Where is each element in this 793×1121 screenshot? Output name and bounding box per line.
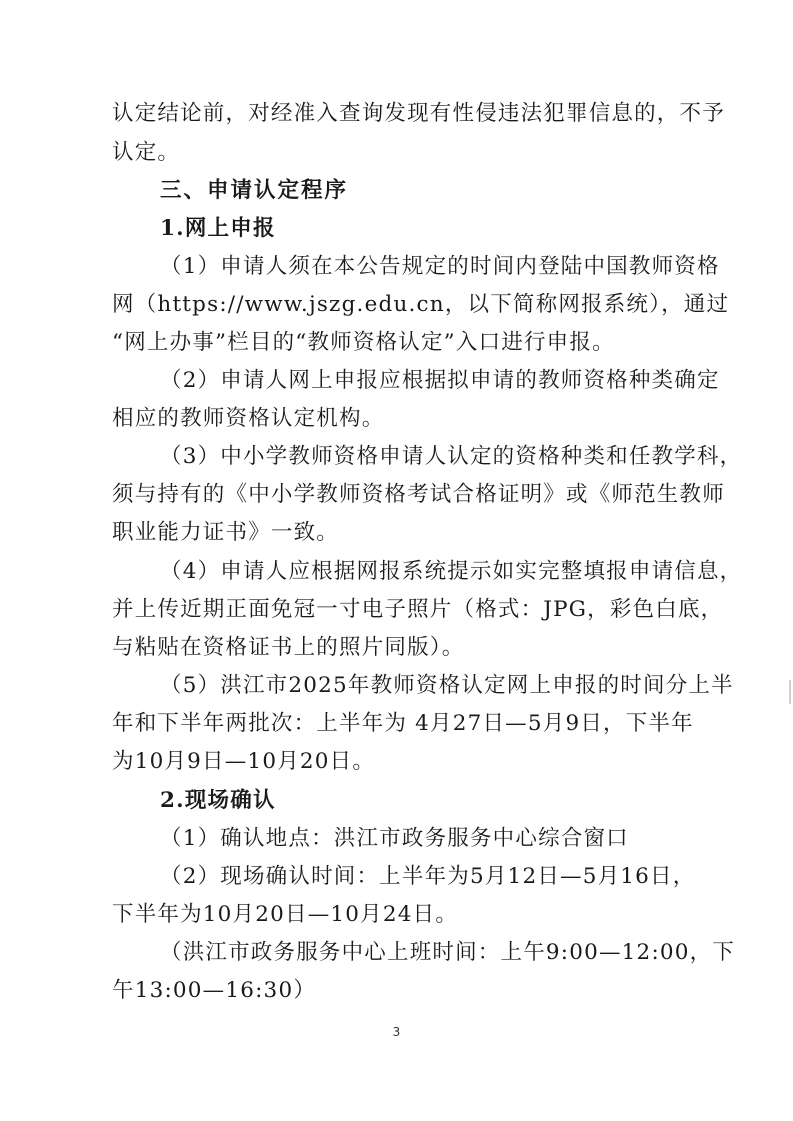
subsection-heading: 2.现场确认 <box>160 788 276 813</box>
paragraph-line: （1）申请人须在本公告规定的时间内登陆中国教师资格 <box>160 254 720 279</box>
paragraph-line: 午13:00—16:30） <box>112 978 317 1003</box>
paragraph-line: 须与持有的《中小学教师资格考试合格证明》或《师范生教师 <box>112 482 725 507</box>
paragraph-line: （2）现场确认时间：上半年为5月12日—5月16日， <box>160 864 696 889</box>
paragraph-line: 认定结论前，对经准入查询发现有性侵违法犯罪信息的，不予 <box>112 101 725 126</box>
paragraph-line: 并上传近期正面免冠一寸电子照片（格式：JPG，彩色白底， <box>112 597 724 622</box>
paragraph-line: （4）申请人应根据网报系统提示如实完整填报申请信息， <box>160 559 743 584</box>
scan-edge-mark <box>789 680 791 704</box>
paragraph-line: 下半年为10月20日—10月24日。 <box>112 902 459 927</box>
paragraph-line: “网上办事”栏目的“教师资格认定”入口进行申报。 <box>112 330 615 355</box>
paragraph-line: （2）申请人网上申报应根据拟申请的教师资格种类确定 <box>160 368 720 393</box>
paragraph-line: 相应的教师资格认定机构。 <box>112 406 385 431</box>
paragraph-line: 职业能力证书》一致。 <box>112 520 340 545</box>
paragraph-line: 与粘贴在资格证书上的照片同版）。 <box>112 635 465 660</box>
section-heading: 三、申请认定程序 <box>160 178 349 203</box>
paragraph-line: （洪江市政务服务中心上班时间：上午9:00—12:00，下 <box>160 940 736 965</box>
paragraph-line: （5）洪江市2025年教师资格认定网上申报的时间分上半 <box>160 673 734 698</box>
paragraph-line: 年和下半年两批次：上半年为 4月27日—5月9日，下半年 <box>112 711 694 736</box>
paragraph-line: （1）确认地点：洪江市政务服务中心综合窗口 <box>160 826 629 851</box>
page-number: 3 <box>392 1025 401 1039</box>
paragraph-line: （3）中小学教师资格申请人认定的资格种类和任教学科， <box>160 444 743 469</box>
paragraph-line: 为10月9日—10月20日。 <box>112 749 376 774</box>
subsection-heading: 1.网上申报 <box>160 216 276 241</box>
paragraph-line: 网（https://www.jszg.edu.cn，以下简称网报系统），通过 <box>112 292 730 317</box>
paragraph-line: 认定。 <box>112 140 181 165</box>
